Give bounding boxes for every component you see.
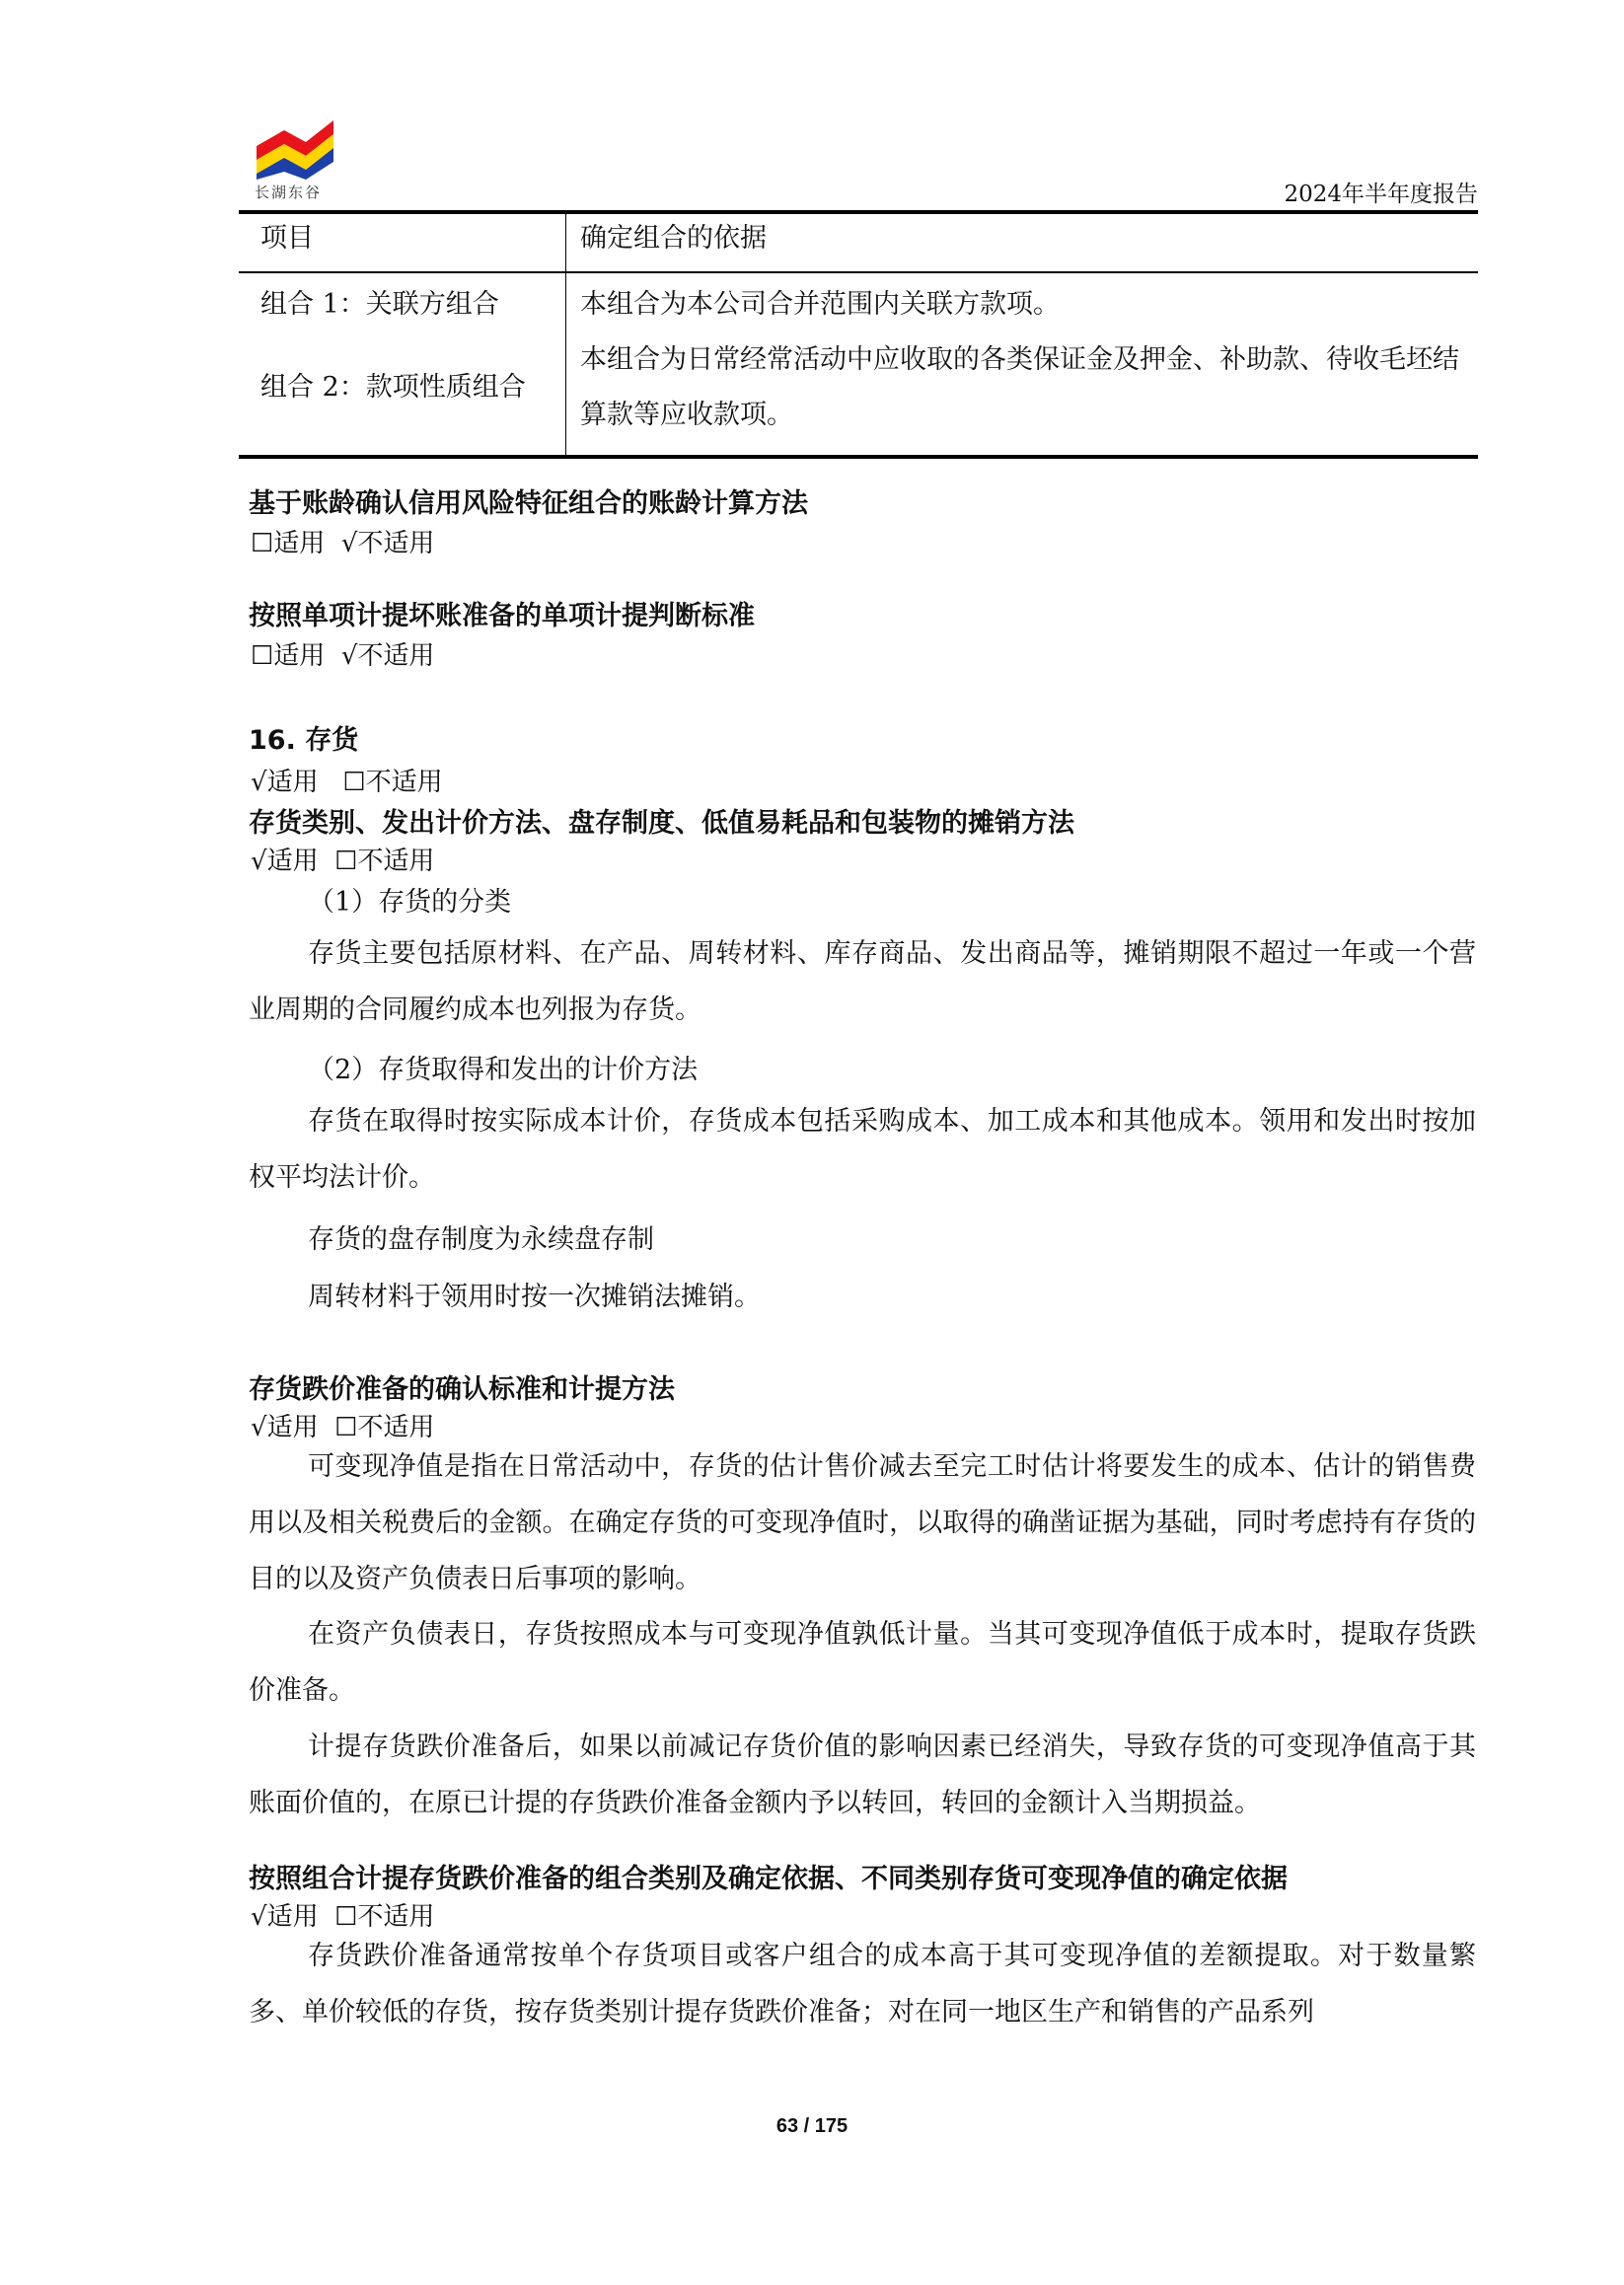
report-title: 2024年半年度报告	[1284, 182, 1478, 207]
company-logo	[255, 116, 335, 180]
impairment-checkbox: √适用 ☐不适用	[251, 1413, 435, 1442]
table-basis-cell	[566, 272, 1479, 457]
table-body-row	[239, 272, 1478, 457]
category-checkbox: √适用 ☐不适用	[251, 847, 435, 876]
group-heading: 按照组合计提存货跌价准备的组合类别及确定依据、不同类别存货可变现净值的确定依据	[249, 1864, 1288, 1894]
combination-table	[239, 214, 1478, 459]
category-heading: 存货类别、发出计价方法、盘存制度、低值易耗品和包装物的摊销方法	[249, 808, 1074, 839]
paragraph-net-realizable: 可变现净值是指在日常活动中，存货的估计售价减去至完工时估计将要发生的成本、估计的销售费用以及相关税费后的金额。在确定存货的可变现净值时，以取得的确凿证据为基础，同时考虑持有存货的目的以及资产负债表日后事项的影响。	[249, 1451, 1476, 1594]
table-row-2-item: 组合 2：款项性质组合	[260, 372, 526, 403]
page-number: 63 / 175	[775, 2115, 849, 2137]
table-row-1-basis: 本组合为本公司合并范围内关联方款项。	[580, 289, 1060, 320]
single-heading: 按照单项计提坏账准备的单项计提判断标准	[249, 601, 755, 631]
logo-text: 长湖东谷	[255, 184, 323, 201]
inventory-checkbox: √适用 ☐不适用	[251, 768, 443, 797]
aging-heading: 基于账龄确认信用风险特征组合的账龄计算方法	[249, 488, 808, 519]
aging-checkbox: ☐适用 √不适用	[251, 529, 435, 558]
single-checkbox: ☐适用 √不适用	[251, 641, 435, 671]
paragraph-valuation: 存货在取得时按实际成本计价，存货成本包括采购成本、加工成本和其他成本。领用和发出时按加权平均法计价。	[249, 1106, 1476, 1193]
group-checkbox: √适用 ☐不适用	[251, 1902, 435, 1932]
amortization-line: 周转材料于领用时按一次摊销法摊销。	[308, 1282, 761, 1312]
table-row-1-item: 组合 1：关联方组合	[260, 289, 499, 320]
inventory-heading: 16. 存货	[249, 725, 359, 756]
paragraph-group-provision: 存货跌价准备通常按单个存货项目或客户组合的成本高于其可变现净值的差额提取。对于数量繁多、单价较低的存货，按存货类别计提存货跌价准备；对在同一地区生产和销售的产品系列	[249, 1941, 1476, 2027]
table-header-row	[239, 214, 1478, 272]
paragraph-classification: 存货主要包括原材料、在产品、周转材料、库存商品、发出商品等，摊销期限不超过一年或一个营业周期的合同履约成本也列报为存货。	[249, 938, 1476, 1025]
table-header-basis: 确定组合的依据	[566, 214, 1479, 272]
subsection-2-title: （2）存货取得和发出的计价方法	[308, 1055, 699, 1085]
table-header-item: 项目	[239, 214, 566, 272]
table-row-2-basis: 本组合为日常经常活动中应收取的各类保证金及押金、补助款、待收毛坯结算款等应收款项。	[580, 344, 1459, 430]
subsection-1-title: （1）存货的分类	[308, 887, 512, 918]
paragraph-reversal: 计提存货跌价准备后，如果以前减记存货价值的影响因素已经消失，导致存货的可变现净值高于其账面价值的，在原已计提的存货跌价准备金额内予以转回，转回的金额计入当期损益。	[249, 1732, 1476, 1818]
impairment-heading: 存货跌价准备的确认标准和计提方法	[249, 1374, 675, 1405]
table-item-cell	[239, 272, 566, 457]
inventory-system-line: 存货的盘存制度为永续盘存制	[308, 1224, 654, 1255]
paragraph-measurement: 在资产负债表日，存货按照成本与可变现净值孰低计量。当其可变现净值低于成本时，提取存货跌价准备。	[249, 1619, 1476, 1706]
